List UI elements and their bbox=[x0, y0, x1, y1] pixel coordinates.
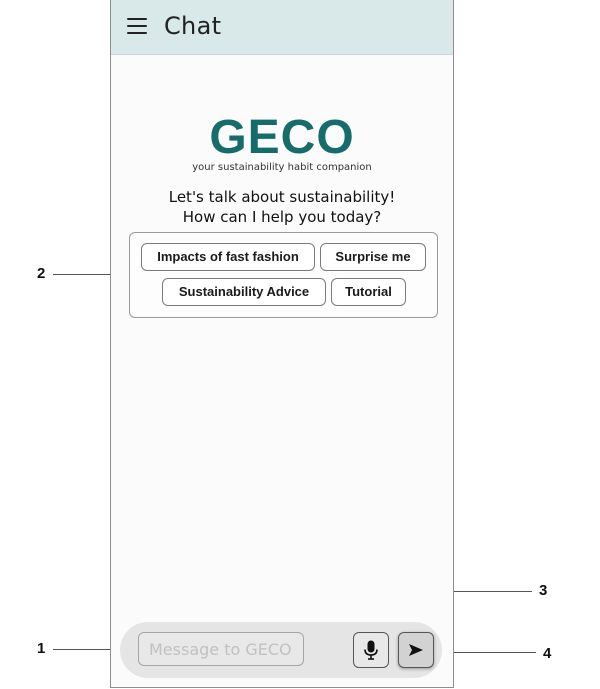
hamburger-menu-icon[interactable] bbox=[127, 18, 147, 34]
microphone-icon bbox=[364, 640, 378, 660]
tagline: your sustainability habit companion bbox=[192, 162, 372, 173]
send-button[interactable] bbox=[398, 632, 434, 668]
greeting-text bbox=[111, 187, 453, 227]
greeting-line-2: How can I help you today? bbox=[182, 208, 382, 226]
chip-surprise-me[interactable]: Surprise me bbox=[320, 243, 426, 271]
mic-button[interactable] bbox=[353, 632, 389, 668]
message-input[interactable] bbox=[138, 632, 304, 666]
page-title: Chat bbox=[164, 12, 222, 40]
app-bar bbox=[111, 0, 453, 55]
callout-2-label: 2 bbox=[37, 265, 46, 282]
geco-logo: GECO bbox=[209, 111, 355, 164]
greeting-line-1: Let's talk about sustainability! bbox=[168, 188, 396, 206]
callout-4-label: 4 bbox=[543, 645, 552, 662]
chip-sustainability-advice[interactable]: Sustainability Advice bbox=[162, 278, 326, 306]
phone-screen bbox=[110, 0, 454, 688]
callout-1-label: 1 bbox=[37, 640, 46, 657]
composer-bar bbox=[120, 622, 442, 678]
suggestion-chips-panel bbox=[129, 232, 438, 318]
chip-tutorial[interactable]: Tutorial bbox=[331, 278, 406, 306]
send-arrow-icon bbox=[408, 643, 424, 657]
callout-3-label: 3 bbox=[539, 582, 548, 599]
chip-impacts-of-fast-fashion[interactable]: Impacts of fast fashion bbox=[141, 243, 315, 271]
